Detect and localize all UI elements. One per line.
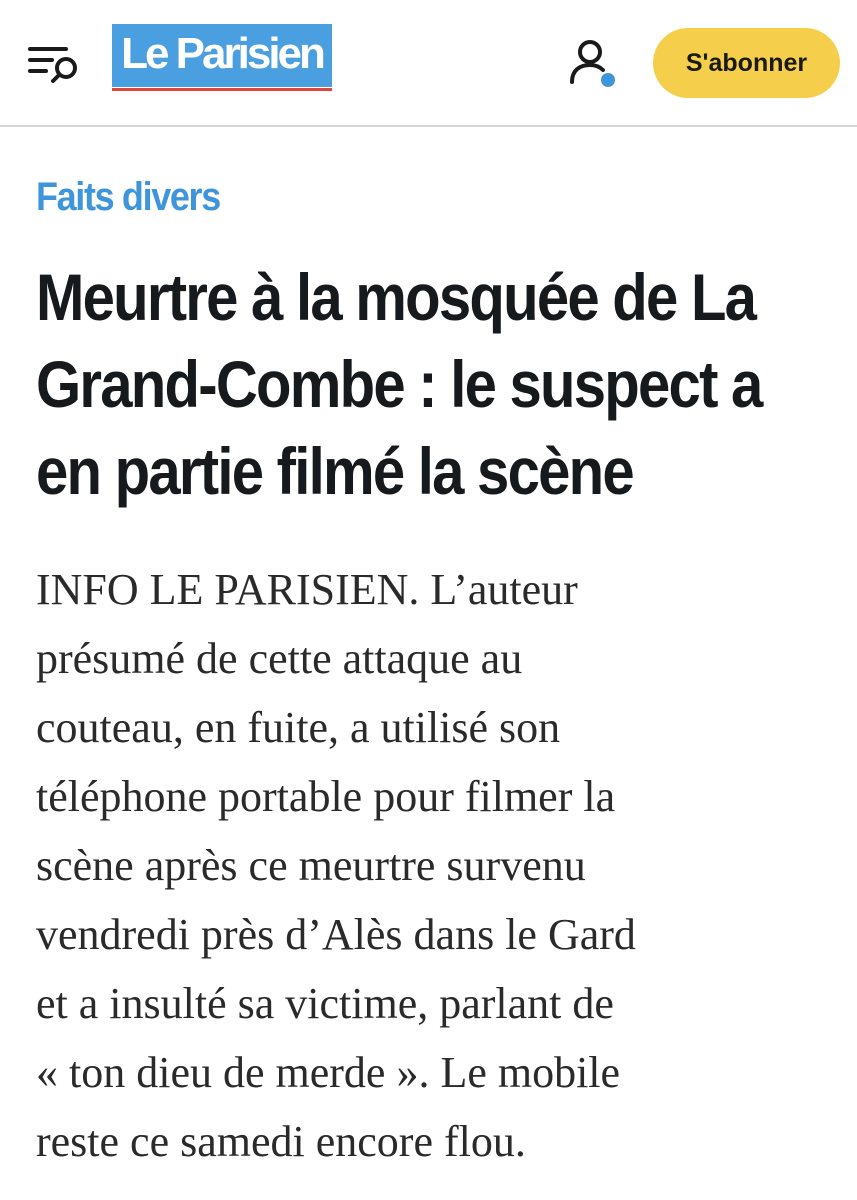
notification-dot: [601, 73, 615, 87]
account-button[interactable]: [566, 38, 622, 90]
lede-line: reste ce samedi encore flou.: [36, 1117, 526, 1166]
lede-line: vendredi près d’Alès dans le Gard: [36, 910, 636, 959]
subscribe-button[interactable]: S'abonner: [653, 28, 840, 98]
lede-line: et a insulté sa victime, parlant de: [36, 979, 614, 1028]
lede-line: couteau, en fuite, a utilisé son: [36, 703, 561, 752]
lede-line: INFO LE PARISIEN. L’auteur: [36, 565, 578, 614]
article-lede: [36, 555, 636, 1176]
lede-line: présumé de cette attaque au: [36, 634, 523, 683]
lede-line: « ton dieu de merde ». Le mobile: [36, 1048, 621, 1097]
logo-underline-blue: [112, 84, 332, 87]
headline-line: Grand-Combe : le suspect a: [36, 347, 762, 421]
logo-underline-red: [112, 88, 332, 91]
menu-search-icon: [28, 42, 84, 86]
headline-line: en partie filmé la scène: [36, 434, 633, 508]
user-icon: [566, 38, 622, 90]
article-headline: [36, 254, 828, 515]
lede-line: téléphone portable pour filmer la: [36, 772, 616, 821]
lede-line: scène après ce meurtre survenu: [36, 841, 586, 890]
site-logo[interactable]: [112, 24, 332, 92]
menu-search-button[interactable]: [28, 42, 84, 86]
section-label[interactable]: Faits divers: [36, 175, 220, 219]
site-header: [0, 0, 857, 127]
headline-line: Meurtre à la mosquée de La: [36, 260, 756, 334]
logo-text: Le Parisien: [112, 24, 332, 84]
